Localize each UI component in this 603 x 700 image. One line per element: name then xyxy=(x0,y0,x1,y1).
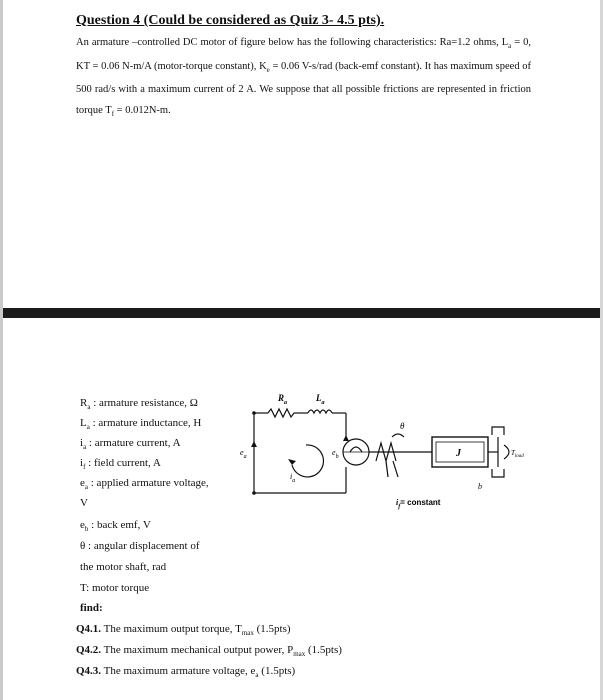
diagram-if-value: = constant xyxy=(400,498,441,507)
definition-theta: θ : angular displacement of xyxy=(80,540,200,552)
diagram-ea-sub: a xyxy=(243,454,247,460)
diagram-if-label: i xyxy=(396,498,399,507)
diagram-theta-label: θ xyxy=(400,421,405,431)
svg-text:ia xyxy=(290,472,295,484)
svg-text:eb xyxy=(332,448,339,460)
definition-torque: T: motor torque xyxy=(80,582,150,594)
diagram-if-sub: f xyxy=(398,504,401,510)
diagram-eb-sub: b xyxy=(335,454,339,460)
definition-eb: $e_b$ : back emf, V xyxy=(80,519,151,534)
definition-if: $i_f$ : field current, A xyxy=(80,457,161,472)
diagram-t-sub: load xyxy=(514,454,524,459)
diagram-la-sub: a xyxy=(321,400,325,406)
svg-text:if= constant xyxy=(396,498,441,510)
motor-circuit-diagram xyxy=(228,385,528,515)
svg-text:Ra xyxy=(277,393,287,406)
definition-ea: $e_a$ : applied armature voltage, xyxy=(80,477,209,492)
diagram-ia-sub: a xyxy=(292,478,296,484)
diagram-ra-sub: a xyxy=(284,400,288,406)
diagram-b-label: b xyxy=(478,482,482,491)
diagram-ia-label: i xyxy=(290,472,293,481)
question-q4-1: Q4.1. The maximum output torque, $T_{max}$ (1.5pts) xyxy=(76,623,291,638)
diagram-j-label: J xyxy=(456,448,461,459)
question-paragraph: An armature –controlled DC motor of figure below has the following characteristics: Ra=1.2 ohms, $L_a = 0$, KT = 0.06 N-m/A (motor-torque constant), $K_e = 0.06$ V-s/rad (back-emf constant). It has maximum speed of 500 rad/s with a maximum current of 2 A. We suppose that all possible frictions are represented in friction torque $T_f = 0.012N-m$. xyxy=(76,37,531,118)
diagram-la-label: L xyxy=(316,393,322,403)
diagram-eb-label: e xyxy=(332,448,336,457)
left-border xyxy=(0,0,3,700)
question-q4-2: Q4.2. The maximum mechanical output power, $P_{max}$ (1.5pts) xyxy=(76,644,342,659)
definition-la: $L_a$ : armature inductance, H xyxy=(80,417,202,432)
svg-text:Tload xyxy=(511,449,524,459)
diagram-ea-label: e xyxy=(240,448,244,457)
diagram-ra-label: R xyxy=(278,393,285,403)
question-title: Question 4 (Could be considered as Quiz 3- 4.5 pts). xyxy=(76,13,385,28)
find-label: find: xyxy=(80,602,103,614)
question-q4-3: Q4.3. The maximum armature voltage, $e_a$ (1.5pts) xyxy=(76,665,296,680)
svg-text:La xyxy=(315,393,325,406)
definition-ia: $i_a$ : armature current, A xyxy=(80,437,181,452)
svg-text:ea xyxy=(240,448,247,460)
definition-theta-cont: the motor shaft, rad xyxy=(80,561,167,573)
diagram-t-label: T xyxy=(511,449,515,457)
definition-ra: $R_a$ : armature resistance, Ω xyxy=(80,397,198,412)
definition-ea-unit: V xyxy=(80,497,88,509)
